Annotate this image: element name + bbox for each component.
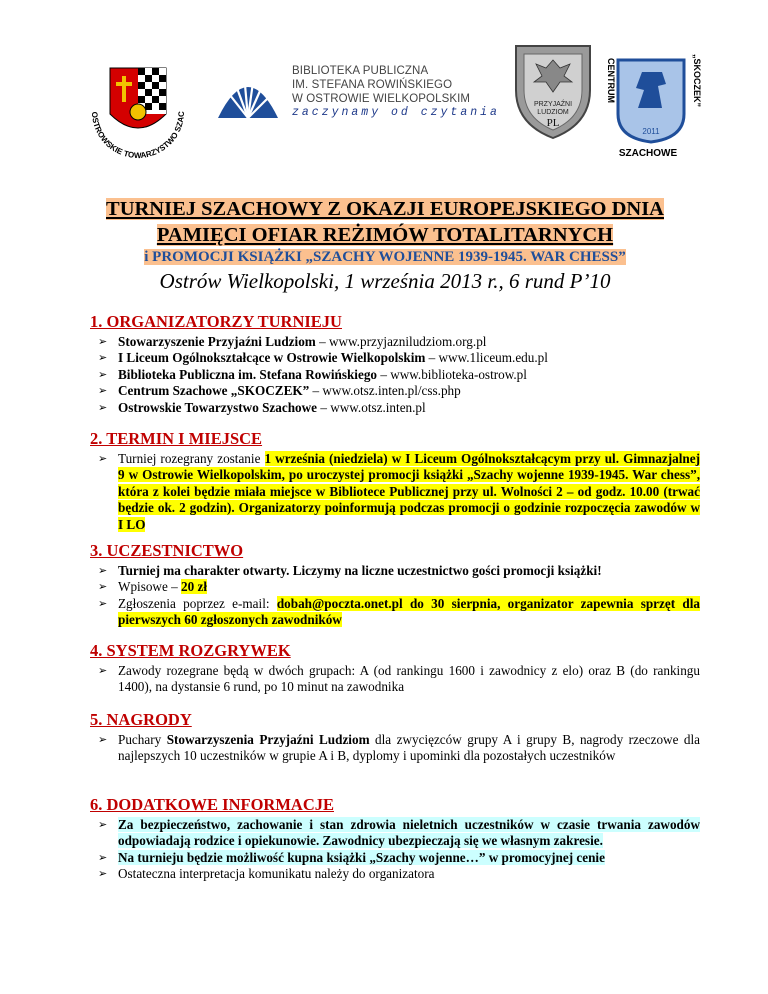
section-heading: 2. TERMIN I MIEJSCE xyxy=(90,429,263,448)
organizer-name: Biblioteka Publiczna im. Stefana Rowińskiego xyxy=(118,366,378,382)
book-sale-text: Na turnieju będzie możliwość kupna książki „Szachy wojenne…” w promocyjnej cenie xyxy=(118,849,605,865)
title-line4: Ostrów Wielkopolski, 1 września 2013 r., 6 rund P’10 xyxy=(159,269,611,293)
ost-logo xyxy=(82,62,194,162)
title-line1: TURNIEJ SZACHOWY Z OKAZJI EUROPEJSKIEGO DNIA xyxy=(106,198,664,220)
interpretation-text: Ostateczna interpretacja komunikatu należy do organizatora xyxy=(118,866,435,882)
safety-text: Za bezpieczeństwo, zachowanie i stan zdrowia nieletnich uczestników w czasie trwania zawodów odpowiadają rodzice i opiekunowie. Zawodnicy ubezpieczają się we własnym zakresie. xyxy=(118,817,700,849)
system-text: Zawody rozegrane będą w dwóch grupach: A (od rankingu 1600 i zawodnicy z elo) oraz B (do rankingu 1400), na dystansie 6 rund, po 10 minut na zawodnika xyxy=(118,663,700,695)
arrow-bullet-icon: ➢ xyxy=(98,665,108,677)
section-heading: 1. ORGANIZATORZY TURNIEJU xyxy=(90,312,342,331)
section-system xyxy=(90,641,700,696)
library-logo-slogan: zaczynamy od czytania xyxy=(292,106,500,119)
css-logo-bottom: SZACHOWE xyxy=(618,148,678,159)
list-item xyxy=(90,334,700,350)
section-heading: 6. DODATKOWE INFORMACJE xyxy=(90,795,334,814)
list-item xyxy=(90,400,700,416)
library-logo-line3: W OSTROWIE WIELKOPOLSKIM xyxy=(292,93,471,105)
title-line3: i PROMOCJI KSIĄŻKI „SZACHY WOJENNE 1939-1945. WAR CHESS” xyxy=(144,249,626,265)
arrow-bullet-icon: ➢ xyxy=(98,368,108,381)
arrow-bullet-icon: ➢ xyxy=(98,851,108,864)
list-item xyxy=(90,367,700,383)
css-logo-year: 2011 xyxy=(642,127,660,136)
arrow-bullet-icon: ➢ xyxy=(98,352,108,365)
logo-bar xyxy=(0,0,768,165)
arrow-bullet-icon: ➢ xyxy=(98,819,108,831)
arrow-bullet-icon: ➢ xyxy=(98,336,108,348)
arrow-bullet-icon: ➢ xyxy=(98,734,108,746)
list-item xyxy=(90,383,700,399)
section-heading: 5. NAGRODY xyxy=(90,710,192,729)
arrow-bullet-icon: ➢ xyxy=(98,401,108,414)
pl-logo-line2: LUDZIOM xyxy=(537,109,569,116)
organizer-url: – www.otsz.inten.pl xyxy=(317,399,426,415)
organizer-name: Centrum Szachowe „SKOCZEK” xyxy=(118,383,310,399)
organizer-url: – www.biblioteka-ostrow.pl xyxy=(377,366,527,382)
section-heading: 4. SYSTEM ROZGRYWEK xyxy=(90,641,291,660)
list-item xyxy=(90,732,700,765)
section-date-place xyxy=(90,429,700,533)
section-organizers xyxy=(90,312,700,416)
date-place-details: 1 września (niedziela) w I Liceum Ogólnokształcącym przy ul. Gimnazjalnej 9 w Ostrowie Wielkopolskim, po uroczystej promocji książki „Szachy wojenne 1939-1945. War chess”, która z kolei będzie miała miejsce w Bibliotece Publicznej przy ul. Wolności 2 – od godz. 10.00 (trwać będzie ok. 2 godzin). Organizatorzy poinformują podczas promocji o godzinie rozpoczęcia zawodów w I LO xyxy=(118,451,701,532)
date-place-intro: Turniej rozegrany zostanie xyxy=(118,451,265,466)
title-block xyxy=(90,196,680,293)
przyjazni-ludziom-logo xyxy=(510,40,596,140)
arrow-bullet-icon: ➢ xyxy=(98,385,108,398)
prizes-pre: Puchary xyxy=(118,732,167,747)
arrow-bullet-icon: ➢ xyxy=(98,868,108,881)
list-item xyxy=(90,596,700,629)
list-item xyxy=(90,563,700,579)
css-logo-top: CENTRUM xyxy=(606,58,616,103)
arrow-bullet-icon: ➢ xyxy=(98,597,108,610)
organizer-name: I Liceum Ogólnokształcące w Ostrowie Wielkopolskim xyxy=(118,350,426,366)
css-logo-right: „SKOCZEK” xyxy=(692,54,702,108)
prizes-sponsor: Stowarzyszenia Przyjaźni Ludziom xyxy=(166,732,370,747)
section-additional-info xyxy=(90,795,700,883)
arrow-bullet-icon: ➢ xyxy=(98,581,108,594)
organizer-name: Ostrowskie Towarzystwo Szachowe xyxy=(118,399,318,415)
list-item xyxy=(90,350,700,366)
section-heading: 3. UCZESTNICTWO xyxy=(90,541,244,560)
organizer-url: – www.przyjazniludziom.org.pl xyxy=(315,334,487,349)
centrum-szachowe-logo xyxy=(598,50,700,160)
organizer-name: Stowarzyszenie Przyjaźni Ludziom xyxy=(118,334,316,349)
organizer-url: – www.1liceum.edu.pl xyxy=(425,350,548,366)
prizes-text: dla zwycięzców grupy A i grupy B, nagrody rzeczowe dla najlepszych 10 uczestników w grupie A i B, dyplomy i upominki dla pozostałych uczestników xyxy=(118,732,701,764)
list-item xyxy=(90,817,700,850)
section-prizes xyxy=(90,710,700,765)
title-line2: PAMIĘCI OFIAR REŻIMÓW TOTALITARNYCH xyxy=(156,224,614,246)
arrow-bullet-icon: ➢ xyxy=(98,453,108,465)
entry-fee-label: Wpisowe – xyxy=(118,579,181,595)
registration-details: dobah@poczta.onet.pl do 30 sierpnia, organizator zapewnia sprzęt dla pierwszych 60 zgłoszonych zawodników xyxy=(118,595,701,628)
list-item xyxy=(90,850,700,866)
participation-open-text: Turniej ma charakter otwarty. Liczymy na liczne uczestnictwo gości promocji książki! xyxy=(118,563,602,578)
library-logo-line2: IM. STEFANA ROWIŃSKIEGO xyxy=(292,79,453,91)
pl-logo-line3: PL xyxy=(546,117,560,129)
library-logo-line1: BIBLIOTEKA PUBLICZNA xyxy=(292,65,429,77)
book-shell-icon xyxy=(212,66,284,122)
pl-logo-line1: PRZYJAŹNI xyxy=(533,101,573,108)
library-logo xyxy=(212,62,512,126)
list-item xyxy=(90,663,700,696)
ost-logo-text: OSTROWSKIE TOWARZYSTWO SZAC xyxy=(89,110,187,161)
arrow-bullet-icon: ➢ xyxy=(98,565,108,577)
entry-fee-value: 20 zł xyxy=(181,579,208,595)
list-item xyxy=(90,451,700,533)
registration-label: Zgłoszenia poprzez e-mail: xyxy=(118,595,277,611)
section-participation xyxy=(90,541,700,629)
list-item xyxy=(90,866,700,882)
organizer-url: – www.otsz.inten.pl/css.php xyxy=(309,383,461,399)
list-item xyxy=(90,579,700,595)
